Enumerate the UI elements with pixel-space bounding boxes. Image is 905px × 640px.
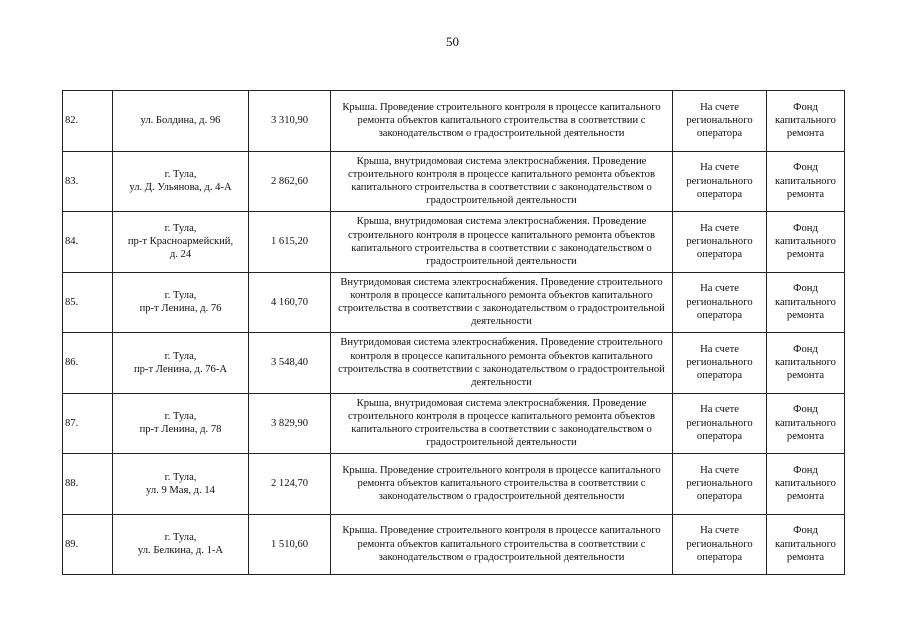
address-line: г. Тула, <box>164 532 197 544</box>
table-row <box>63 333 845 394</box>
fund-cell: Фонд капитального ремонта <box>767 393 845 454</box>
page-number: 50 <box>446 34 459 49</box>
address-cell <box>113 272 249 333</box>
fund-cell: Фонд капитального ремонта <box>767 333 845 394</box>
address-line: пр-т Ленина, д. 78 <box>139 424 222 436</box>
account-cell: На счете регионального оператора <box>673 212 767 273</box>
row-number: 89. <box>63 514 113 575</box>
address-line: д. 24 <box>169 249 192 261</box>
account-cell: На счете регионального оператора <box>673 514 767 575</box>
table-row <box>63 212 845 273</box>
works-table-body <box>63 91 845 575</box>
work-description-cell: Крыша. Проведение строительного контроля в процессе капитального ремонта объектов капитального строительства в соответствии с законодательством о градостроительной деятельности <box>331 514 673 575</box>
address-cell <box>113 333 249 394</box>
table-row <box>63 454 845 515</box>
address-line: ул. 9 Мая, д. 14 <box>146 484 215 496</box>
address-cell <box>113 393 249 454</box>
area-cell: 3 829,90 <box>249 393 331 454</box>
fund-cell: Фонд капитального ремонта <box>767 212 845 273</box>
table-row <box>63 91 845 152</box>
account-cell: На счете регионального оператора <box>673 151 767 212</box>
table-row <box>63 393 845 454</box>
work-description-cell: Крыша. Проведение строительного контроля в процессе капитального ремонта объектов капитального строительства в соответствии с законодательством о градостроительной деятельности <box>331 454 673 515</box>
area-cell: 3 310,90 <box>249 91 331 152</box>
work-description-cell: Крыша, внутридомовая система электроснабжения. Проведение строительного контроля в процессе капитального ремонта объектов капитального строительства в соответствии с законодательством о градостроительной деятельности <box>331 393 673 454</box>
table-row <box>63 151 845 212</box>
address-line: г. Тула, <box>164 222 197 234</box>
fund-cell: Фонд капитального ремонта <box>767 272 845 333</box>
row-number: 83. <box>63 151 113 212</box>
work-description-cell: Крыша, внутридомовая система электроснабжения. Проведение строительного контроля в процессе капитального ремонта объектов капитального строительства в соответствии с законодательством о градостроительной деятельности <box>331 151 673 212</box>
fund-cell: Фонд капитального ремонта <box>767 454 845 515</box>
address-line: пр-т Ленина, д. 76-А <box>133 363 228 375</box>
address-cell <box>113 514 249 575</box>
row-number: 86. <box>63 333 113 394</box>
row-number: 88. <box>63 454 113 515</box>
address-line: г. Тула, <box>164 350 197 362</box>
work-description-cell: Внутридомовая система электроснабжения. Проведение строительного контроля в процессе капитального ремонта объектов капитального строительства в соответствии с законодательством о градостроительной деятельности <box>331 333 673 394</box>
account-cell: На счете регионального оператора <box>673 333 767 394</box>
work-description-cell: Крыша. Проведение строительного контроля в процессе капитального ремонта объектов капитального строительства в соответствии с законодательством о градостроительной деятельности <box>331 91 673 152</box>
row-number: 82. <box>63 91 113 152</box>
area-cell: 1 615,20 <box>249 212 331 273</box>
row-number: 84. <box>63 212 113 273</box>
address-line: пр-т Красноармейский, <box>127 236 234 248</box>
account-cell: На счете регионального оператора <box>673 393 767 454</box>
address-line: пр-т Ленина, д. 76 <box>139 303 222 315</box>
account-cell: На счете регионального оператора <box>673 91 767 152</box>
works-table <box>62 90 845 575</box>
address-cell <box>113 91 249 152</box>
fund-cell: Фонд капитального ремонта <box>767 514 845 575</box>
work-description-cell: Внутридомовая система электроснабжения. Проведение строительного контроля в процессе капитального ремонта объектов капитального строительства в соответствии с законодательством о градостроительной деятельности <box>331 272 673 333</box>
table-row <box>63 272 845 333</box>
address-line: ул. Д. Ульянова, д. 4-А <box>129 182 232 194</box>
row-number: 87. <box>63 393 113 454</box>
area-cell: 3 548,40 <box>249 333 331 394</box>
area-cell: 2 862,60 <box>249 151 331 212</box>
address-line: ул. Белкина, д. 1-А <box>137 545 224 557</box>
account-cell: На счете регионального оператора <box>673 272 767 333</box>
work-description-cell: Крыша, внутридомовая система электроснабжения. Проведение строительного контроля в процессе капитального ремонта объектов капитального строительства в соответствии с законодательством о градостроительной деятельности <box>331 212 673 273</box>
row-number: 85. <box>63 272 113 333</box>
address-line: г. Тула, <box>164 290 197 302</box>
address-cell <box>113 212 249 273</box>
address-cell <box>113 454 249 515</box>
fund-cell: Фонд капитального ремонта <box>767 91 845 152</box>
table-row <box>63 514 845 575</box>
address-line: г. Тула, <box>164 411 197 423</box>
address-line: г. Тула, <box>164 169 197 181</box>
address-line: г. Тула, <box>164 471 197 483</box>
account-cell: На счете регионального оператора <box>673 454 767 515</box>
address-line: ул. Болдина, д. 96 <box>140 115 221 127</box>
area-cell: 2 124,70 <box>249 454 331 515</box>
area-cell: 4 160,70 <box>249 272 331 333</box>
address-cell <box>113 151 249 212</box>
area-cell: 1 510,60 <box>249 514 331 575</box>
fund-cell: Фонд капитального ремонта <box>767 151 845 212</box>
